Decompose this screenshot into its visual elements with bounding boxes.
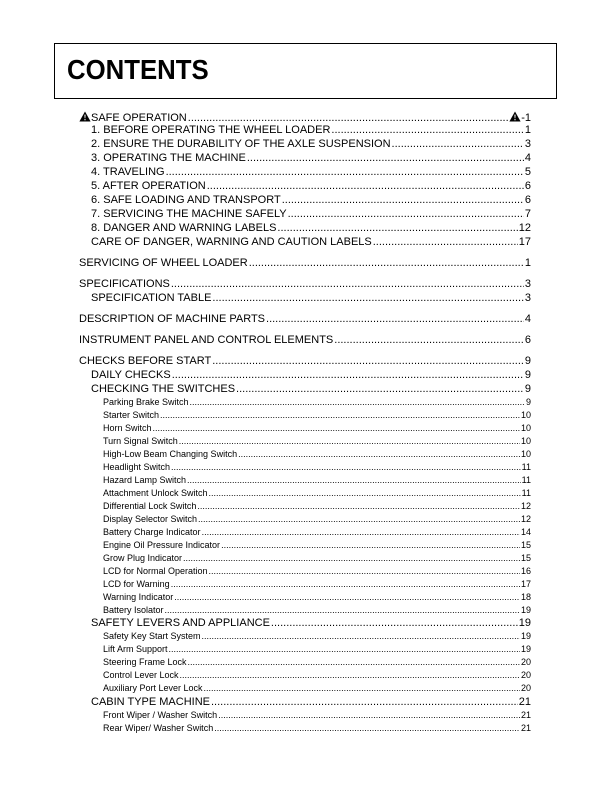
toc-entry[interactable] — [79, 279, 531, 290]
toc-entry-label: SPECIFICATION TABLE — [91, 293, 212, 304]
toc-entry-page: 3 — [524, 279, 531, 290]
page-title: CONTENTS — [67, 54, 209, 85]
toc-leader-dots — [188, 113, 508, 124]
toc-entry-page: 10 — [520, 424, 531, 433]
toc-leader-dots — [172, 370, 524, 381]
toc-entry[interactable] — [91, 223, 531, 234]
toc-entry[interactable] — [91, 209, 531, 220]
toc-entry[interactable] — [103, 671, 531, 680]
toc-leader-dots — [392, 139, 524, 150]
toc-entry-label: Grow Plug Indicator — [103, 554, 183, 563]
toc-leader-dots — [209, 489, 521, 498]
toc-leader-dots — [197, 502, 520, 511]
toc-leader-dots — [174, 593, 520, 602]
toc-entry-label: DESCRIPTION OF MACHINE PARTS — [79, 314, 266, 325]
toc-entry-label: Auxiliary Port Lever Lock — [103, 684, 203, 693]
toc-entry-page: 21 — [520, 711, 531, 720]
toc-entry-label: Lift Arm Support — [103, 645, 168, 654]
toc-leader-dots — [247, 153, 524, 164]
toc-entry[interactable] — [91, 139, 531, 150]
toc-entry[interactable] — [91, 697, 531, 708]
toc-entry[interactable] — [103, 567, 531, 576]
toc-entry[interactable] — [103, 476, 531, 485]
warning-triangle-icon — [79, 111, 91, 122]
toc-leader-dots — [190, 398, 525, 407]
toc-entry[interactable] — [103, 606, 531, 615]
toc-entry[interactable] — [91, 195, 531, 206]
toc-entry-label: Safety Key Start System — [103, 632, 201, 641]
toc-leader-dots — [211, 697, 518, 708]
toc-entry[interactable] — [103, 645, 531, 654]
toc-leader-dots — [214, 724, 520, 733]
toc-entry-page: 19 — [520, 606, 531, 615]
toc-entry-page: 19 — [518, 618, 531, 629]
toc-entry-page: 4 — [524, 314, 531, 325]
toc-entry-page: 19 — [520, 645, 531, 654]
toc-entry[interactable] — [91, 153, 531, 164]
toc-entry[interactable] — [79, 335, 531, 346]
toc-entry-page: 9 — [525, 398, 531, 407]
toc-entry-page: 11 — [521, 476, 531, 485]
toc-entry-label: Battery Charge Indicator — [103, 528, 201, 537]
toc-entry-page: 12 — [520, 502, 531, 511]
toc-entry-page: 1 — [524, 258, 531, 269]
toc-entry-label: SAFE OPERATION — [79, 111, 187, 124]
toc-leader-dots — [236, 384, 524, 395]
toc-entry-label: CHECKS BEFORE START — [79, 356, 212, 367]
toc-leader-dots — [271, 618, 518, 629]
toc-entry-label: Display Selector Switch — [103, 515, 198, 524]
toc-entry[interactable] — [91, 125, 531, 136]
toc-entry-label: 3. OPERATING THE MACHINE — [91, 153, 246, 164]
toc-entry[interactable] — [103, 554, 531, 563]
toc-entry-label: Hazard Lamp Switch — [103, 476, 187, 485]
toc-leader-dots — [207, 181, 524, 192]
toc-leader-dots — [153, 424, 520, 433]
toc-entry-label: Starter Switch — [103, 411, 160, 420]
toc-entry-label: Control Lever Lock — [103, 671, 179, 680]
toc-entry-page: 10 — [520, 411, 531, 420]
toc-entry[interactable] — [91, 384, 531, 395]
toc-entry-label: INSTRUMENT PANEL AND CONTROL ELEMENTS — [79, 335, 334, 346]
toc-leader-dots — [179, 437, 520, 446]
toc-entry[interactable] — [103, 684, 531, 693]
toc-leader-dots — [334, 335, 524, 346]
toc-entry[interactable] — [91, 181, 531, 192]
toc-entry-page: 3 — [524, 139, 531, 150]
toc-leader-dots — [212, 293, 523, 304]
toc-entry[interactable] — [103, 424, 531, 433]
toc-leader-dots — [166, 167, 524, 178]
toc-entry[interactable] — [103, 489, 531, 498]
toc-entry[interactable] — [91, 618, 531, 629]
toc-entry[interactable] — [103, 593, 531, 602]
toc-entry-label: 6. SAFE LOADING AND TRANSPORT — [91, 195, 281, 206]
toc-leader-dots — [249, 258, 524, 269]
toc-entry-page: 10 — [520, 437, 531, 446]
toc-entry[interactable] — [103, 632, 531, 641]
toc-entry-label: SPECIFICATIONS — [79, 279, 170, 290]
toc-entry-label: CARE OF DANGER, WARNING AND CAUTION LABELS — [91, 237, 372, 248]
toc-leader-dots — [187, 476, 521, 485]
toc-entry-label: SAFETY LEVERS AND APPLIANCE — [91, 618, 270, 629]
toc-entry-label: DAILY CHECKS — [91, 370, 171, 381]
toc-leader-dots — [212, 356, 524, 367]
toc-entry[interactable] — [103, 437, 531, 446]
toc-entry-page: -1 — [509, 111, 531, 124]
toc-entry-page: 15 — [520, 541, 531, 550]
toc-entry-label: 4. TRAVELING — [91, 167, 165, 178]
toc-leader-dots — [373, 237, 518, 248]
toc-entry-page: 7 — [524, 209, 531, 220]
warning-triangle-icon — [509, 111, 521, 122]
toc-entry-label: Headlight Switch — [103, 463, 171, 472]
toc-entry[interactable] — [91, 237, 531, 248]
toc-entry[interactable] — [91, 167, 531, 178]
toc-entry-page: 20 — [520, 671, 531, 680]
toc-leader-dots — [171, 580, 520, 589]
toc-entry[interactable] — [103, 463, 531, 472]
toc-entry-page: 3 — [524, 293, 531, 304]
toc-leader-dots — [169, 645, 520, 654]
toc-entry[interactable] — [79, 111, 531, 124]
toc-entry-label: Front Wiper / Washer Switch — [103, 711, 218, 720]
toc-entry-label: 7. SERVICING THE MACHINE SAFELY — [91, 209, 287, 220]
toc-leader-dots — [218, 711, 520, 720]
toc-leader-dots — [277, 223, 517, 234]
toc-entry-label: SERVICING OF WHEEL LOADER — [79, 258, 248, 269]
toc-entry-label: High-Low Beam Changing Switch — [103, 450, 238, 459]
toc-entry[interactable] — [103, 711, 531, 720]
toc-entry-page: 5 — [524, 167, 531, 178]
toc-entry-label: Horn Switch — [103, 424, 152, 433]
toc-leader-dots — [288, 209, 524, 220]
toc-entry-label: Differential Lock Switch — [103, 502, 197, 511]
toc-entry-page: 20 — [520, 658, 531, 667]
toc-leader-dots — [221, 541, 520, 550]
toc-entry-label: 1. BEFORE OPERATING THE WHEEL LOADER — [91, 125, 331, 136]
toc-leader-dots — [202, 632, 520, 641]
toc-entry-label: 8. DANGER AND WARNING LABELS — [91, 223, 277, 234]
toc-entry-label: Rear Wiper/ Washer Switch — [103, 724, 214, 733]
toc-entry-label: LCD for Normal Operation — [103, 567, 208, 576]
toc-entry[interactable] — [103, 528, 531, 537]
toc-entry-page: 6 — [524, 335, 531, 346]
toc-entry[interactable] — [103, 398, 531, 407]
toc-entry[interactable] — [103, 541, 531, 550]
toc-leader-dots — [188, 658, 520, 667]
toc-leader-dots — [198, 515, 520, 524]
toc-entry[interactable] — [103, 580, 531, 589]
toc-entry[interactable] — [103, 450, 531, 459]
toc-leader-dots — [183, 554, 520, 563]
toc-leader-dots — [204, 684, 520, 693]
toc-entry-page: 16 — [520, 567, 531, 576]
toc-entry[interactable] — [91, 370, 531, 381]
toc-entry-label: Turn Signal Switch — [103, 437, 178, 446]
toc-entry-label: Engine Oil Pressure Indicator — [103, 541, 221, 550]
toc-entry[interactable] — [103, 411, 531, 420]
toc-entry[interactable] — [79, 356, 531, 367]
toc-entry-page: 18 — [520, 593, 531, 602]
toc-entry[interactable] — [79, 258, 531, 269]
toc-leader-dots — [266, 314, 524, 325]
toc-leader-dots — [171, 279, 524, 290]
toc-entry-page: 14 — [520, 528, 531, 537]
toc-entry-page: 6 — [524, 181, 531, 192]
toc-leader-dots — [171, 463, 521, 472]
toc-entry-label: 5. AFTER OPERATION — [91, 181, 206, 192]
toc-entry-page: 12 — [520, 515, 531, 524]
toc-entry[interactable] — [91, 293, 531, 304]
toc-entry-label: CHECKING THE SWITCHES — [91, 384, 236, 395]
toc-entry-page: 21 — [518, 697, 531, 708]
toc-entry-page: 12 — [518, 223, 531, 234]
toc-entry[interactable] — [103, 515, 531, 524]
toc-leader-dots — [331, 125, 523, 136]
toc-entry-page: 20 — [520, 684, 531, 693]
toc-leader-dots — [209, 567, 520, 576]
toc-leader-dots — [238, 450, 520, 459]
toc-entry-page: 10 — [520, 450, 531, 459]
toc-entry-page: 17 — [520, 580, 531, 589]
toc-entry-page: 17 — [518, 237, 531, 248]
toc-entry[interactable] — [103, 658, 531, 667]
toc-entry-label: 2. ENSURE THE DURABILITY OF THE AXLE SUSPENSION — [91, 139, 391, 150]
toc-entry-page: 9 — [524, 356, 531, 367]
toc-leader-dots — [160, 411, 520, 420]
toc-entry-page: 9 — [524, 370, 531, 381]
toc-entry-label: LCD for Warning — [103, 580, 170, 589]
toc-entry-page: 19 — [520, 632, 531, 641]
toc-entry[interactable] — [103, 502, 531, 511]
toc-entry[interactable] — [103, 724, 531, 733]
toc-entry-page: 1 — [524, 125, 531, 136]
toc-entry-page: 11 — [521, 463, 531, 472]
toc-leader-dots — [202, 528, 520, 537]
toc-entry-label: Steering Frame Lock — [103, 658, 187, 667]
toc-leader-dots — [180, 671, 520, 680]
toc-entry-label: CABIN TYPE MACHINE — [91, 697, 210, 708]
toc-entry-page: 15 — [520, 554, 531, 563]
toc-leader-dots — [165, 606, 520, 615]
toc-entry-page: 4 — [524, 153, 531, 164]
toc-entry-label: Warning Indicator — [103, 593, 174, 602]
toc-entry-page: 6 — [524, 195, 531, 206]
toc-entry-page: 21 — [520, 724, 531, 733]
toc-entry-label: Parking Brake Switch — [103, 398, 189, 407]
toc-leader-dots — [282, 195, 524, 206]
toc-entry-page: 11 — [521, 489, 531, 498]
toc-entry-label: Attachment Unlock Switch — [103, 489, 208, 498]
toc-entry-label: Battery Isolator — [103, 606, 164, 615]
toc-entry[interactable] — [79, 314, 531, 325]
toc-entry-page: 9 — [524, 384, 531, 395]
